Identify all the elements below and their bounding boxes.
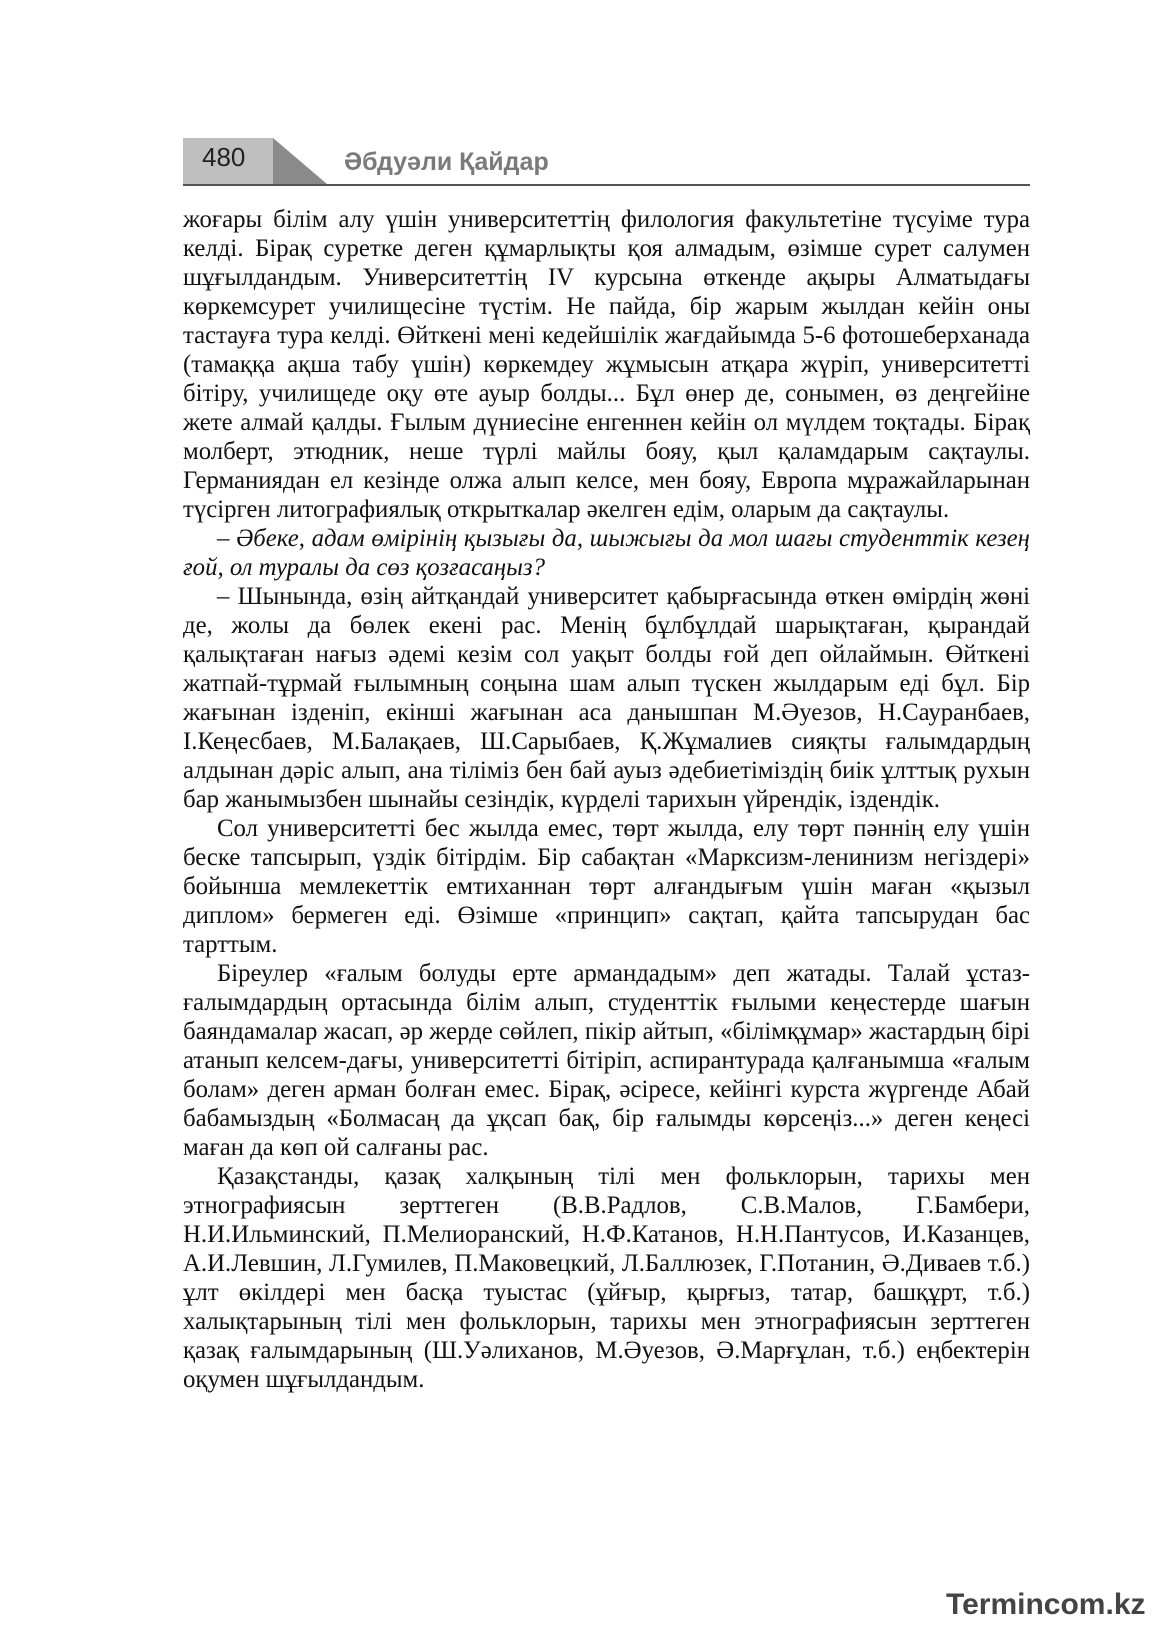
- watermark: Termincom.kz: [946, 1588, 1146, 1621]
- interview-question: – Әбеке, адам өмірінің қызығы да, шыжығы да мол шағы студенттік кезең ғой, ол туралы да сөз қозғасаңыз?: [183, 525, 1030, 581]
- body-text: [183, 205, 1030, 1394]
- paragraph: Біреулер «ғалым болуды ерте армандадым» деп жатады. Талай ұстаз-ғалымдардың ортасында білім алып, студенттік ғылыми кеңестерде шағын баяндамалар жасап, әр жерде сөйлеп, пікір айтып, «білімқұмар» жастардың бірі атанып келсем-дағы, университетті бітіріп, аспирантурада қалғанымша «ғалым болам» деген арман болған емес. Бірақ, әсіресе, кейінгі курста жүргенде Абай бабамыздың «Болмасаң да ұқсап бақ, бір ғалымды көрсеңіз...» деген кеңесі маған да көп ой салғаны рас.: [183, 960, 1030, 1161]
- header-triangle-ornament: [273, 138, 327, 184]
- paragraph: – Шынында, өзің айтқандай университет қабырғасында өткен өмірдің жөні де, жолы да бөлек екені рас. Менің бұлбұлдай шарықтаған, қырандай қалықтаған нағыз әдемі кезім сол уақыт болды ғой деп ойлаймын. Өйткені жатпай-тұрмай ғылымның соңына шам алып түскен жылдарым еді бұл. Бір жағынан ізденіп, екінші жағынан аса данышпан М.Әуезов, Н.Сауранбаев, І.Кеңесбаев, М.Балақаев, Ш.Сарыбаев, Қ.Жұмалиев сияқты ғалымдардың алдынан дәріс алып, ана тіліміз бен бай ауыз әдебиетіміздің биік ұлттық рухын бар жанымызбен шынайы сезіндік, күрделі тарихын үйрендік, іздендік.: [183, 583, 1030, 813]
- running-header-author: Әбдуәли Қайдар: [344, 148, 549, 176]
- paragraph: жоғары білім алу үшін университеттің филология факультетіне түсуіме тура келді. Бірақ суретке деген құмарлықты қоя алмадым, өзімше сурет салумен шұғылдандым. Университеттің IV курсына өткенде ақыры Алматыдағы көркемсурет училищесіне түстім. Не пайда, бір жарым жылдан кейін оны тастауға тура келді. Өйткені мені кедейшілік жағдайымда 5-6 фотошеберханада (тамаққа ақша табу үшін) көркемдеу жұмысын атқара жүріп, университетті бітіру, училищеде оқу өте ауыр болды... Бұл өнер де, сонымен, өз деңгейіне жете алмай қалды. Ғылым дүниесіне енгеннен кейін ол мүлдем тоқтады. Бірақ молберт, этюдник, неше түрлі майлы бояу, қыл қаламдарым сақтаулы. Германиядан ел кезінде олжа алып келсе, мен бояу, Европа мұражайларынан түсірген литографиялық открыткалар әкелген едім, оларым да сақтаулы.: [183, 206, 1030, 523]
- page-number: 480: [202, 142, 246, 172]
- paragraph: Сол университетті бес жылда емес, төрт жылда, елу төрт пәннің елу үшін беске тапсырып, үздік бітірдім. Бір сабақтан «Марксизм-ленинизм негіздері» бойынша мемлекеттік емтиханнан төрт алғандығым үшін маған «қызыл диплом» бермеген еді. Өзімше «принцип» сақтап, қайта тапсырудан бас тарттым.: [183, 815, 1030, 958]
- header-rule: [183, 184, 1030, 186]
- paragraph: Қазақстанды, қазақ халқының тілі мен фольклорын, тарихы мен этнографиясын зерттеген (В.В.Радлов, С.В.Малов, Г.Бамбери, Н.И.Ильминский, П.Мелиоранский, Н.Ф.Катанов, Н.Н.Пантусов, И.Казанцев, А.И.Левшин, Л.Гумилев, П.Маковецкий, Л.Баллюзек, Г.Потанин, Ә.Диваев т.б.) ұлт өкілдері мен басқа туыстас (ұйғыр, қырғыз, татар, башқұрт, т.б.) халықтарының тілі мен фольклорын, тарихы мен этнографиясын зерттеген қазақ ғалымдарының (Ш.Уәлиханов, М.Әуезов, Ә.Марғұлан, т.б.) еңбектерін оқумен шұғылдандым.: [183, 1163, 1030, 1393]
